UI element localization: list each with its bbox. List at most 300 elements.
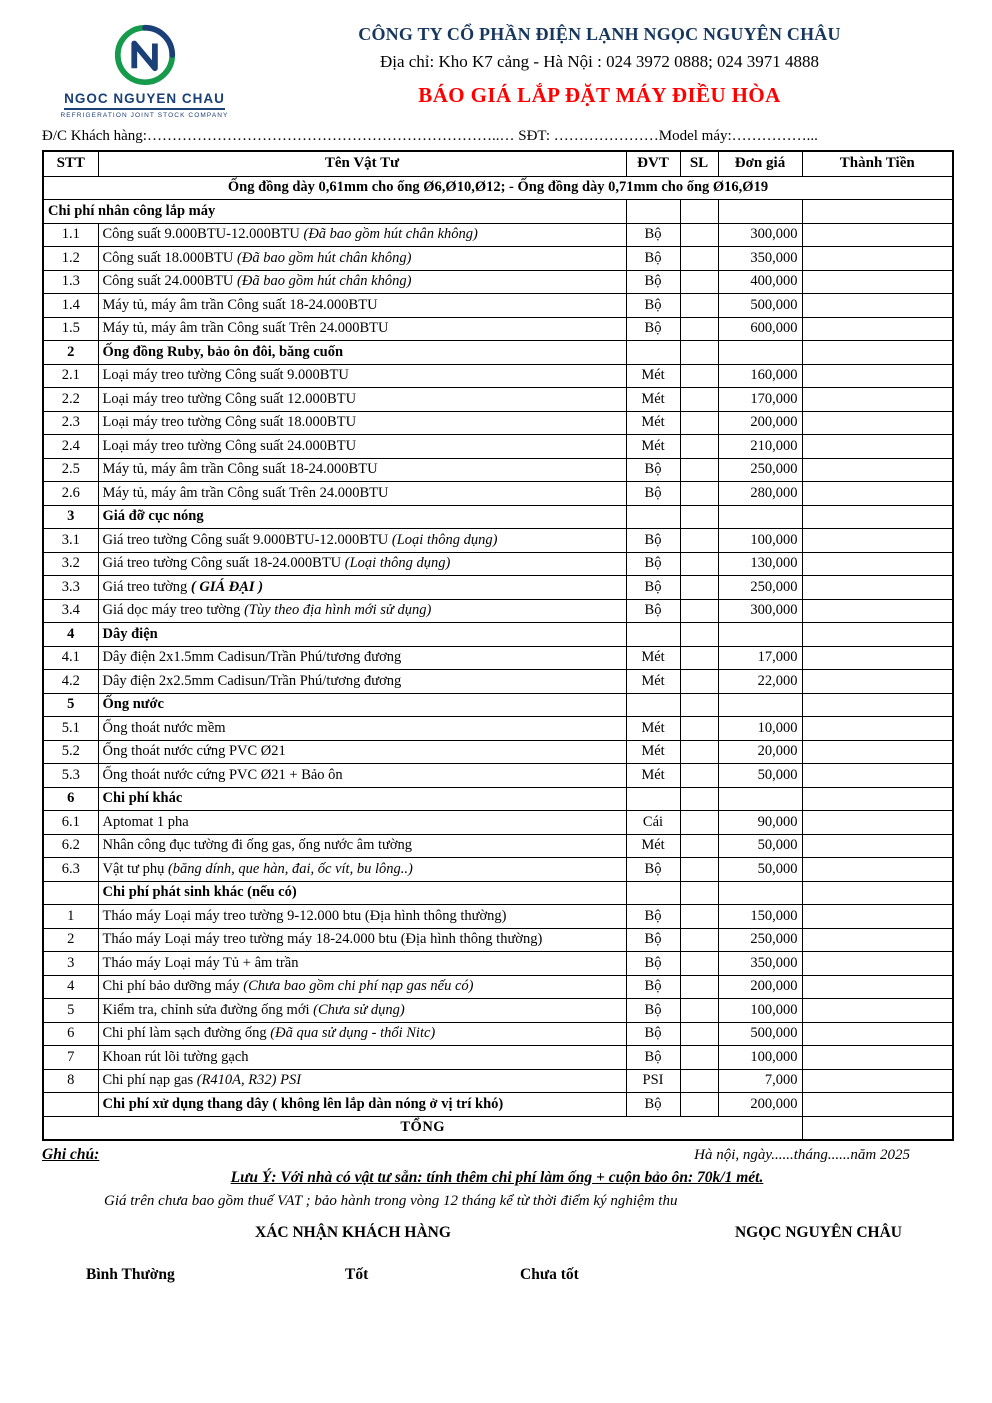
cell-total — [802, 505, 953, 529]
item-name: Chi phí xử dụng thang dây ( không lên lắp dàn nóng ở vị trí khó) — [102, 1095, 504, 1112]
item-name: Chi phí khác — [102, 790, 183, 807]
item-name: Loại máy treo tường Công suất 18.000BTU — [102, 414, 357, 431]
item-name: Máy tủ, máy âm trần Công suất Trên 24.000BTU — [102, 484, 389, 501]
item-name: Giá treo tường Công suất 9.000BTU-12.000BTU — [102, 531, 392, 548]
cell-total — [802, 1022, 953, 1046]
cell-stt — [43, 1093, 98, 1117]
cell-stt: 2.1 — [43, 364, 98, 388]
cell-dvt: Bộ — [626, 1046, 680, 1070]
cell-price: 160,000 — [718, 364, 802, 388]
item-name: Tháo máy Loại máy Tủ + âm trần — [102, 954, 299, 971]
section-title — [98, 623, 626, 647]
item-name: Ống thoát nước cứng PVC Ø21 + Bảo ôn — [102, 766, 343, 783]
cell-sl — [680, 552, 718, 576]
cell-name — [98, 811, 626, 835]
cell-name — [98, 529, 626, 553]
cell-price: 200,000 — [718, 975, 802, 999]
cell-price — [718, 787, 802, 811]
item-note: (Chưa sử dụng) — [313, 1001, 405, 1018]
cell-stt: 3 — [43, 505, 98, 529]
cell-dvt: Bộ — [626, 952, 680, 976]
cell-name — [98, 1046, 626, 1070]
cell-dvt: Bộ — [626, 1093, 680, 1117]
cell-sl — [680, 341, 718, 365]
notes-label: Ghi chú: — [42, 1145, 100, 1163]
cell-price: 10,000 — [718, 717, 802, 741]
cell-price: 170,000 — [718, 388, 802, 412]
cell-dvt: Bộ — [626, 599, 680, 623]
cell-stt: 2 — [43, 928, 98, 952]
cell-price: 200,000 — [718, 1093, 802, 1117]
item-name: Công suất 24.000BTU — [102, 273, 238, 290]
cell-sl — [680, 952, 718, 976]
cell-name — [98, 928, 626, 952]
item-name: Loại máy treo tường Công suất 24.000BTU — [102, 437, 357, 454]
cell-total — [802, 740, 953, 764]
cell-total — [802, 364, 953, 388]
cell-price: 200,000 — [718, 411, 802, 435]
item-note: (R410A, R32) PSI — [196, 1072, 302, 1089]
table-row — [43, 1116, 953, 1140]
cell-dvt: Bộ — [626, 1022, 680, 1046]
item-name: Ống thoát nước mềm — [102, 719, 226, 736]
cell-sl — [680, 388, 718, 412]
header-text-block — [247, 16, 952, 108]
customer-info-line — [42, 128, 952, 145]
cell-sl — [680, 881, 718, 905]
company-name: CÔNG TY CỔ PHẦN ĐIỆN LẠNH NGỌC NGUYÊN CHÂU — [358, 24, 841, 44]
cell-stt: 5.3 — [43, 764, 98, 788]
cell-dvt — [626, 787, 680, 811]
cell-price — [718, 623, 802, 647]
cell-sl — [680, 435, 718, 459]
quote-table — [42, 150, 954, 1141]
cell-name — [98, 364, 626, 388]
cell-stt: 5.1 — [43, 717, 98, 741]
company-address: Địa chỉ: Kho K7 cảng - Hà Nội : 024 3972 0888; 024 3971 4888 — [379, 52, 820, 71]
item-note: (Đã bao gồm hút chân không) — [237, 273, 412, 290]
table-row — [43, 881, 953, 905]
col-header-stt: STT — [43, 151, 98, 176]
logo-company-name: NGOC NGUYEN CHAU — [64, 91, 225, 110]
cell-sl — [680, 787, 718, 811]
item-note: (Loại thông dụng) — [391, 531, 498, 548]
table-row — [43, 1046, 953, 1070]
cell-stt: 6.1 — [43, 811, 98, 835]
cell-name — [98, 670, 626, 694]
table-row — [43, 176, 953, 200]
item-name: Giá treo tường — [102, 578, 191, 595]
cell-total — [802, 458, 953, 482]
item-name: Công suất 18.000BTU — [102, 249, 238, 266]
item-note: (Loại thông dụng) — [344, 555, 451, 572]
cell-name — [98, 294, 626, 318]
item-note: (Đã qua sử dụng - thổi Nitc) — [270, 1025, 436, 1042]
cell-sl — [680, 905, 718, 929]
cell-total — [802, 905, 953, 929]
footer-notes-row — [42, 1146, 952, 1164]
cell-dvt — [626, 881, 680, 905]
cell-total — [802, 247, 953, 271]
item-name: Tháo máy Loại máy treo tường 9-12.000 btu (Địa hình thông thường) — [102, 907, 507, 924]
section-title: Chi phí nhân công lắp máy — [43, 200, 626, 224]
table-row — [43, 435, 953, 459]
signature-row — [42, 1224, 952, 1242]
cell-total — [802, 928, 953, 952]
col-header-name: Tên Vật Tư — [98, 151, 626, 176]
cell-dvt: Mét — [626, 740, 680, 764]
cell-dvt — [626, 505, 680, 529]
cell-name — [98, 576, 626, 600]
table-row — [43, 693, 953, 717]
cell-sl — [680, 1046, 718, 1070]
cell-stt: 2 — [43, 341, 98, 365]
item-name: Khoan rút lõi tường gạch — [102, 1048, 249, 1065]
item-name: Tháo máy Loại máy treo tường máy 18-24.000 btu (Địa hình thông thường) — [102, 931, 543, 948]
cell-price: 250,000 — [718, 576, 802, 600]
company-logo — [42, 16, 247, 119]
col-header-sl: SL — [680, 151, 718, 176]
cell-sl — [680, 1093, 718, 1117]
cell-stt: 6.3 — [43, 858, 98, 882]
cell-stt: 6 — [43, 787, 98, 811]
cell-total — [802, 341, 953, 365]
item-name: Máy tủ, máy âm trần Công suất Trên 24.000BTU — [102, 320, 389, 337]
table-row — [43, 247, 953, 271]
cell-dvt: Bộ — [626, 482, 680, 506]
cell-sl — [680, 270, 718, 294]
cell-name — [98, 458, 626, 482]
cell-stt: 1.1 — [43, 223, 98, 247]
cell-price: 250,000 — [718, 928, 802, 952]
cell-total — [802, 858, 953, 882]
cell-stt: 4.1 — [43, 646, 98, 670]
table-row — [43, 505, 953, 529]
customer-phone-label: SĐT: — [514, 128, 554, 144]
cell-dvt: Bộ — [626, 294, 680, 318]
cell-price: 50,000 — [718, 834, 802, 858]
cell-total — [802, 693, 953, 717]
company-signature-label: NGỌC NGUYÊN CHÂU — [734, 1223, 902, 1241]
cell-name — [98, 1093, 626, 1117]
cell-dvt — [626, 693, 680, 717]
cell-total — [802, 411, 953, 435]
table-row — [43, 223, 953, 247]
cell-dvt — [626, 623, 680, 647]
cell-dvt: Bộ — [626, 999, 680, 1023]
cell-stt: 1 — [43, 905, 98, 929]
cell-name — [98, 317, 626, 341]
logo-mark-icon — [112, 22, 178, 88]
item-name: Giá đỡ cục nóng — [102, 508, 204, 525]
document-header — [42, 16, 952, 119]
cell-price: 20,000 — [718, 740, 802, 764]
item-name: Vật tư phụ — [102, 860, 168, 877]
item-note: ( GIÁ ĐẠI ) — [190, 578, 264, 595]
cell-name — [98, 975, 626, 999]
table-row — [43, 364, 953, 388]
rating-row — [42, 1266, 952, 1298]
cell-price: 17,000 — [718, 646, 802, 670]
cell-total — [802, 435, 953, 459]
cell-dvt: Mét — [626, 670, 680, 694]
cell-total — [802, 294, 953, 318]
cell-stt: 2.6 — [43, 482, 98, 506]
cell-stt: 4 — [43, 623, 98, 647]
vat-note: Giá trên chưa bao gồm thuế VAT ; bảo hành trong vòng 12 tháng kể từ thời điểm ký nghiệm thu — [104, 1192, 678, 1209]
cell-name — [98, 858, 626, 882]
section-title — [98, 341, 626, 365]
cell-price: 7,000 — [718, 1069, 802, 1093]
table-row — [43, 811, 953, 835]
table-row — [43, 834, 953, 858]
cell-dvt: Mét — [626, 834, 680, 858]
cell-dvt: Mét — [626, 764, 680, 788]
cell-sl — [680, 576, 718, 600]
cell-dvt: Mét — [626, 717, 680, 741]
cell-sl — [680, 646, 718, 670]
table-row — [43, 975, 953, 999]
cell-sl — [680, 1069, 718, 1093]
cell-dvt: PSI — [626, 1069, 680, 1093]
cell-dvt: Bộ — [626, 223, 680, 247]
cell-dvt — [626, 200, 680, 224]
cell-stt: 7 — [43, 1046, 98, 1070]
cell-total — [802, 952, 953, 976]
customer-phone-blank: ………………… — [553, 128, 659, 144]
cell-dvt: Bộ — [626, 458, 680, 482]
customer-model-blank: ……………... — [731, 128, 818, 144]
cell-stt: 4 — [43, 975, 98, 999]
table-row — [43, 576, 953, 600]
cell-dvt: Bộ — [626, 552, 680, 576]
table-row — [43, 529, 953, 553]
cell-sl — [680, 764, 718, 788]
item-name: Chi phí phát sinh khác (nếu có) — [102, 884, 297, 901]
item-name: Aptomat 1 pha — [102, 813, 189, 830]
section-title — [98, 881, 626, 905]
cell-total — [802, 646, 953, 670]
item-name: Giá dọc máy treo tường — [102, 602, 245, 619]
item-name: Giá treo tường Công suất 18-24.000BTU — [102, 555, 345, 572]
cell-stt: 1.3 — [43, 270, 98, 294]
cell-dvt: Mét — [626, 435, 680, 459]
cell-name — [98, 223, 626, 247]
cell-stt: 8 — [43, 1069, 98, 1093]
cell-name — [98, 740, 626, 764]
cell-total — [802, 599, 953, 623]
cell-dvt: Cái — [626, 811, 680, 835]
cell-stt: 6.2 — [43, 834, 98, 858]
item-name: Máy tủ, máy âm trần Công suất 18-24.000BTU — [102, 461, 378, 478]
table-row — [43, 646, 953, 670]
cell-total — [802, 764, 953, 788]
table-row — [43, 717, 953, 741]
item-name: Loại máy treo tường Công suất 9.000BTU — [102, 367, 349, 384]
cell-sl — [680, 317, 718, 341]
table-row — [43, 270, 953, 294]
cell-price — [718, 881, 802, 905]
item-name: Ống đồng Ruby, bảo ôn đôi, băng cuốn — [102, 343, 344, 360]
section-title — [98, 693, 626, 717]
cell-name — [98, 435, 626, 459]
cell-name — [98, 764, 626, 788]
item-name: Dây điện 2x1.5mm Cadisun/Trần Phú/tương đương — [102, 649, 402, 666]
table-row — [43, 858, 953, 882]
cell-sl — [680, 294, 718, 318]
cell-sl — [680, 670, 718, 694]
cell-price: 100,000 — [718, 999, 802, 1023]
cell-price: 300,000 — [718, 599, 802, 623]
cell-stt: 6 — [43, 1022, 98, 1046]
cell-total — [802, 482, 953, 506]
total-label: TỔNG — [43, 1116, 802, 1140]
cell-stt: 5 — [43, 999, 98, 1023]
cell-stt: 2.3 — [43, 411, 98, 435]
table-row — [43, 317, 953, 341]
cell-price: 600,000 — [718, 317, 802, 341]
cell-name — [98, 717, 626, 741]
cell-name — [98, 905, 626, 929]
cell-total — [802, 670, 953, 694]
cell-total — [802, 552, 953, 576]
cell-price: 150,000 — [718, 905, 802, 929]
cell-dvt: Mét — [626, 646, 680, 670]
cell-price: 250,000 — [718, 458, 802, 482]
cell-name — [98, 646, 626, 670]
table-row — [43, 341, 953, 365]
cell-stt: 3 — [43, 952, 98, 976]
cell-total — [802, 999, 953, 1023]
item-name: Chi phí bảo dưỡng máy — [102, 978, 244, 995]
item-note: (Chưa bao gồm chi phí nạp gas nếu có) — [243, 978, 474, 995]
cell-total — [802, 317, 953, 341]
cell-price: 22,000 — [718, 670, 802, 694]
table-row — [43, 623, 953, 647]
cell-total — [802, 529, 953, 553]
cell-price — [718, 341, 802, 365]
cell-price — [718, 505, 802, 529]
cell-stt: 2.2 — [43, 388, 98, 412]
cell-total — [802, 270, 953, 294]
cell-price — [718, 693, 802, 717]
cell-name — [98, 1022, 626, 1046]
item-note: (Đã bao gồm hút chân không) — [303, 226, 478, 243]
table-row — [43, 952, 953, 976]
cell-name — [98, 388, 626, 412]
cell-sl — [680, 928, 718, 952]
cell-name — [98, 247, 626, 271]
cell-sl — [680, 599, 718, 623]
cell-sl — [680, 811, 718, 835]
item-name: Ống thoát nước cứng PVC Ø21 — [102, 743, 286, 760]
cell-total — [802, 576, 953, 600]
customer-address-blank: ……………………………………………………………..… — [146, 128, 515, 144]
cell-name — [98, 552, 626, 576]
cell-sl — [680, 693, 718, 717]
cell-total — [802, 975, 953, 999]
cell-dvt: Bộ — [626, 270, 680, 294]
cell-stt: 2.4 — [43, 435, 98, 459]
table-row — [43, 1093, 953, 1117]
cell-price: 400,000 — [718, 270, 802, 294]
table-row — [43, 388, 953, 412]
cell-sl — [680, 505, 718, 529]
item-note: (Tùy theo địa hình mới sử dụng) — [244, 602, 432, 619]
cell-total — [802, 623, 953, 647]
col-header-dvt: ĐVT — [626, 151, 680, 176]
cell-sl — [680, 858, 718, 882]
cell-price: 50,000 — [718, 764, 802, 788]
cell-total — [802, 717, 953, 741]
item-name: Công suất 9.000BTU-12.000BTU — [102, 226, 304, 243]
cell-name — [98, 482, 626, 506]
item-name: Kiểm tra, chỉnh sửa đường ống mới — [102, 1001, 314, 1018]
cell-stt: 3.4 — [43, 599, 98, 623]
cell-dvt: Bộ — [626, 928, 680, 952]
cell-sl — [680, 411, 718, 435]
cell-total — [802, 834, 953, 858]
cell-sl — [680, 740, 718, 764]
cell-dvt: Bộ — [626, 576, 680, 600]
table-row — [43, 1022, 953, 1046]
cell-stt: 1.5 — [43, 317, 98, 341]
section-title — [98, 787, 626, 811]
table-row — [43, 764, 953, 788]
rating-option-bad: Chưa tốt — [520, 1265, 579, 1283]
cell-stt: 3.3 — [43, 576, 98, 600]
cell-total — [802, 787, 953, 811]
table-row — [43, 787, 953, 811]
cell-price: 350,000 — [718, 247, 802, 271]
item-name: Chi phí nạp gas — [102, 1072, 197, 1089]
cell-total — [802, 223, 953, 247]
table-row — [43, 905, 953, 929]
cell-name — [98, 999, 626, 1023]
quote-table-body — [43, 176, 953, 1140]
copper-pipe-spec-band: Ống đồng dày 0,61mm cho ống Ø6,Ø10,Ø12; - Ống đồng dày 0,71mm cho ống Ø16,Ø19 — [43, 176, 953, 200]
cell-sl — [680, 247, 718, 271]
cell-dvt: Bộ — [626, 975, 680, 999]
cell-sl — [680, 482, 718, 506]
cell-dvt: Mét — [626, 388, 680, 412]
customer-model-label: Model máy: — [658, 128, 732, 144]
cell-sl — [680, 975, 718, 999]
item-name: Nhân công đục tường đi ống gas, ống nước âm tường — [102, 837, 413, 854]
cell-dvt: Bộ — [626, 529, 680, 553]
cell-stt: 3.2 — [43, 552, 98, 576]
table-header-row — [43, 151, 953, 176]
rating-option-normal: Bình Thường — [86, 1265, 175, 1283]
cell-sl — [680, 623, 718, 647]
cell-price: 210,000 — [718, 435, 802, 459]
item-name: Dây điện — [102, 625, 158, 642]
cell-total — [802, 200, 953, 224]
item-note: (băng dính, que hàn, đai, ốc vít, bu lông..) — [167, 860, 413, 877]
cell-dvt: Bộ — [626, 247, 680, 271]
cell-stt: 5 — [43, 693, 98, 717]
cell-price: 100,000 — [718, 1046, 802, 1070]
cell-dvt — [626, 341, 680, 365]
table-row — [43, 482, 953, 506]
date-line: Hà nội, ngày......tháng......năm 2025 — [694, 1146, 910, 1163]
cell-stt — [43, 881, 98, 905]
cell-price: 500,000 — [718, 294, 802, 318]
item-name: Dây điện 2x2.5mm Cadisun/Trần Phú/tương đương — [102, 672, 402, 689]
cell-stt: 1.2 — [43, 247, 98, 271]
table-row — [43, 552, 953, 576]
cell-sl — [680, 834, 718, 858]
